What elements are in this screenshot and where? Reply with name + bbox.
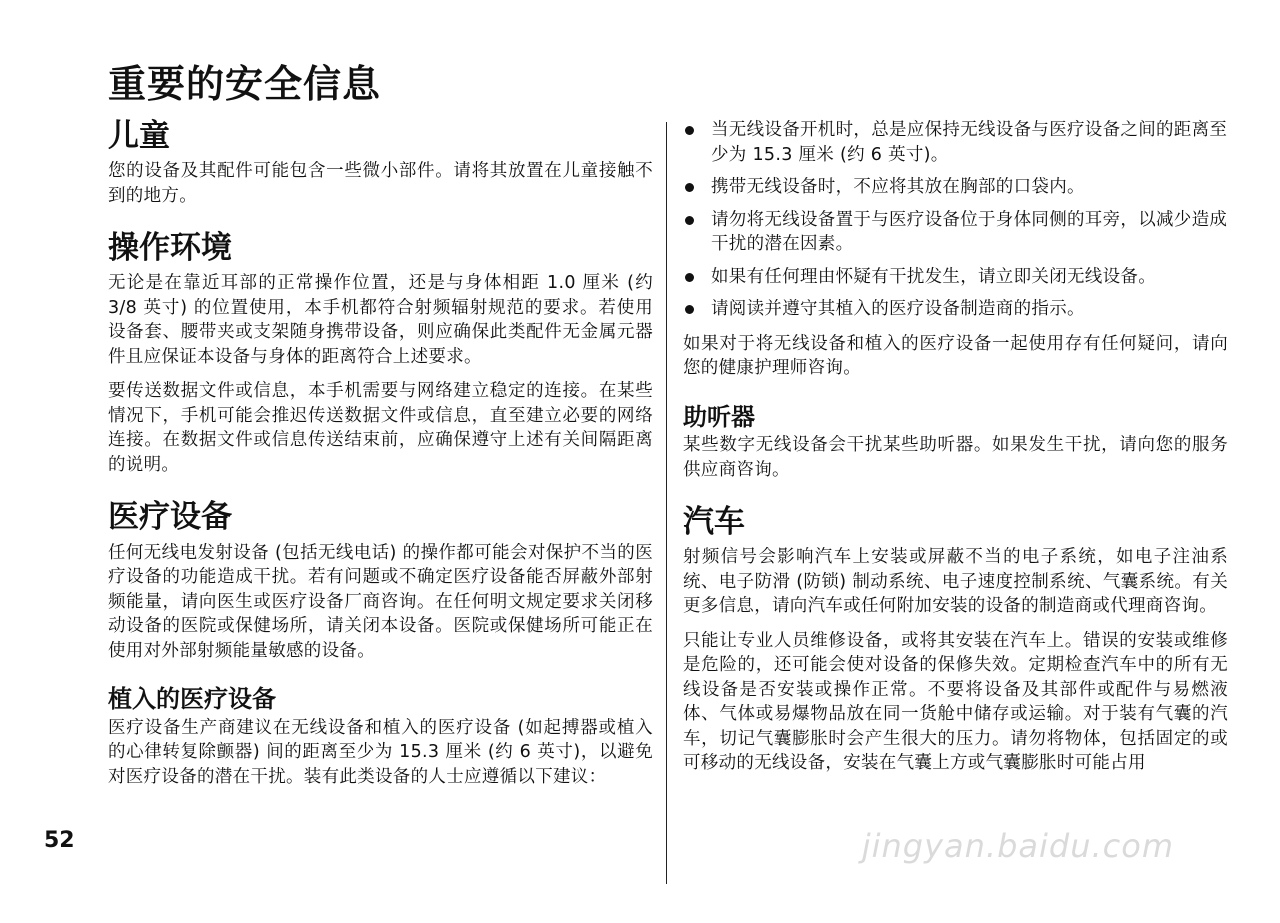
paragraph: 医疗设备生产商建议在无线设备和植入的医疗设备 (如起搏器或植入的心律转复除颤器) 间的距离至少为 15.3 厘米 (约 6 英寸)，以避免对医疗设备的潜在干扰。装有此类设备的人士应遵循以下建议： bbox=[108, 717, 653, 787]
list-item bbox=[683, 118, 1228, 167]
list-item-text: 当无线设备开机时，总是应保持无线设备与医疗设备之间的距离至少为 15.3 厘米 (约 6 英寸)。 bbox=[711, 120, 1228, 165]
section-title-environment: 操作环境 bbox=[108, 230, 232, 267]
section-medical bbox=[108, 499, 653, 663]
column-divider bbox=[666, 122, 667, 884]
list-item-text: 请勿将无线设备置于与医疗设备位于身体同侧的耳旁，以减少造成干扰的潜在因素。 bbox=[711, 209, 1228, 254]
paragraph: 只能让专业人员维修设备，或将其安装在汽车上。错误的安装或维修是危险的，还可能会使对设备的保修失效。定期检查汽车中的所有无线设备是否安装或操作正常。不要将设备及其部件或配件与易燃液体、气体或易爆物品放在同一货舱中储存或运输。对于装有气囊的汽车，切记气囊膨胀时会产生很大的压力。请勿将物体，包括固定的或可移动的无线设备，安装在气囊上方或气囊膨胀时可能占用 bbox=[683, 630, 1228, 774]
section-title-medical: 医疗设备 bbox=[108, 499, 232, 536]
paragraph: 要传送数据文件或信息，本手机需要与网络建立稳定的连接。在某些情况下，手机可能会推迟传送数据文件或信息，直至建立必要的网络连接。在数据文件或信息传送结束前，应确保遵守上述有关间隔距离的说明。 bbox=[108, 381, 653, 475]
page-title: 重要的安全信息 bbox=[108, 62, 382, 106]
page-number: 52 bbox=[44, 828, 75, 853]
bullet-icon bbox=[685, 183, 694, 192]
paragraph: 射频信号会影响汽车上安装或屏蔽不当的电子系统，如电子注油系统、电子防滑 (防锁) 制动系统、电子速度控制系统、气囊系统。有关更多信息，请向汽车或任何附加安装的设备的制造商或代理商咨询。 bbox=[683, 547, 1228, 617]
list-item bbox=[683, 265, 1228, 290]
paragraph: 某些数字无线设备会干扰某些助听器。如果发生干扰，请向您的服务供应商咨询。 bbox=[683, 435, 1228, 480]
bullet-icon bbox=[685, 273, 694, 282]
list-item bbox=[683, 208, 1228, 257]
list-item-text: 如果有任何理由怀疑有干扰发生，请立即关闭无线设备。 bbox=[711, 266, 1156, 287]
list-item bbox=[683, 175, 1228, 200]
bullet-icon bbox=[685, 305, 694, 314]
left-column bbox=[108, 118, 653, 815]
recommendation-list bbox=[683, 118, 1228, 322]
paragraph: 您的设备及其配件可能包含一些微小部件。请将其放置在儿童接触不到的地方。 bbox=[108, 161, 653, 206]
bullet-icon bbox=[685, 126, 694, 135]
paragraph: 如果对于将无线设备和植入的医疗设备一起使用存有任何疑问，请向您的健康护理师咨询。 bbox=[683, 333, 1228, 378]
bullet-icon bbox=[685, 216, 694, 225]
paragraph: 无论是在靠近耳部的正常操作位置，还是与身体相距 1.0 厘米 (约 3/8 英寸) 的位置使用，本手机都符合射频辐射规范的要求。若使用设备套、腰带夹或支架随身携带设备，则应确保此类配件无金属元器件且应保证本设备与身体的距离符合上述要求。 bbox=[108, 273, 653, 367]
list-item bbox=[683, 297, 1228, 322]
section-title-car: 汽车 bbox=[683, 504, 745, 541]
list-item-text: 请阅读并遵守其植入的医疗设备制造商的指示。 bbox=[711, 299, 1085, 319]
right-column bbox=[683, 118, 1228, 802]
section-implanted bbox=[108, 685, 653, 789]
section-title-hearing: 助听器 bbox=[683, 402, 755, 431]
section-title-children: 儿童 bbox=[108, 118, 170, 154]
list-item-text: 携带无线设备时，不应将其放在胸部的口袋内。 bbox=[711, 177, 1085, 197]
section-implanted-advice bbox=[683, 332, 1228, 381]
section-hearing bbox=[683, 403, 1228, 483]
section-environment bbox=[108, 230, 653, 477]
section-car bbox=[683, 504, 1228, 776]
watermark: jingyan.baidu.com bbox=[861, 827, 1174, 865]
section-title-implanted: 植入的医疗设备 bbox=[108, 685, 276, 714]
section-children bbox=[108, 118, 653, 208]
paragraph: 任何无线电发射设备 (包括无线电话) 的操作都可能会对保护不当的医疗设备的功能造成干扰。若有问题或不确定医疗设备能否屏蔽外部射频能量，请向医生或医疗设备厂商咨询。在任何明文规定要求关闭移动设备的医院或保健场所，请关闭本设备。医院或保健场所可能正在使用对外部射频能量敏感的设备。 bbox=[108, 542, 653, 661]
